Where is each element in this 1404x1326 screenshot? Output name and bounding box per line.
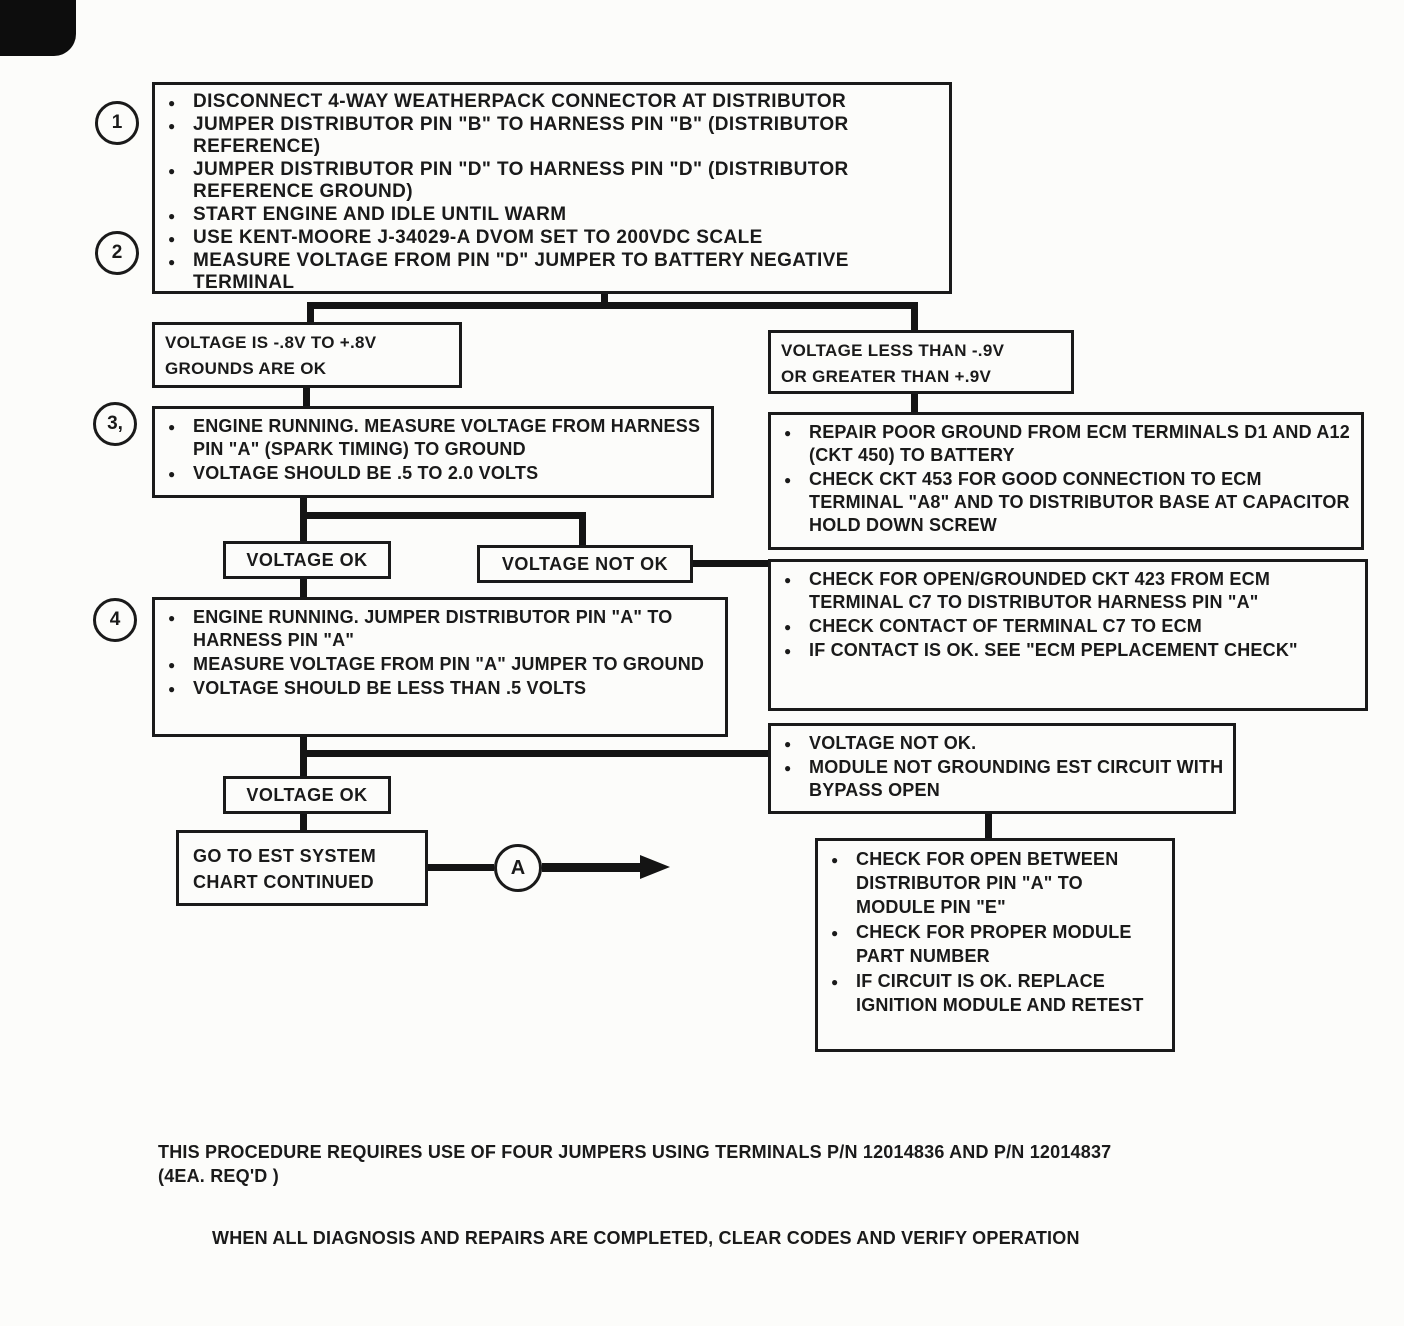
connector-line [300,814,307,830]
step-circle-label: 3, [107,413,123,434]
connector-line [300,512,586,519]
bullet-list [771,562,1365,667]
step-circle-3 [93,402,137,446]
bullet-item: ● MODULE NOT GROUNDING EST CIRCUIT WITH BYPASS OPEN [783,756,1225,802]
text-line: CHART CONTINUED [193,872,374,892]
connector-line [300,750,768,757]
bullet-item: ● JUMPER DISTRIBUTOR PIN "B" TO HARNESS PIN "B" (DISTRIBUTOR REFERENCE) [167,114,941,158]
procedure-box [152,82,952,294]
bullet-item: ● MEASURE VOLTAGE FROM PIN "D" JUMPER TO BATTERY NEGATIVE TERMINAL [167,250,941,294]
step-circle-label: 1 [111,112,123,133]
bullet-list [771,726,1233,807]
bullet-item: ● DISCONNECT 4-WAY WEATHERPACK CONNECTOR AT DISTRIBUTOR [167,91,941,113]
footer-line: WHEN ALL DIAGNOSIS AND REPAIRS ARE COMPLETED, CLEAR CODES AND VERIFY OPERATION [212,1228,1080,1248]
bullet-item: ● VOLTAGE SHOULD BE LESS THAN .5 VOLTS [167,677,717,700]
bullet-item: ● JUMPER DISTRIBUTOR PIN "D" TO HARNESS PIN "D" (DISTRIBUTOR REFERENCE GROUND) [167,159,941,203]
bullet-item: ● IF CONTACT IS OK. SEE "ECM PEPLACEMENT CHECK" [783,639,1357,662]
bullet-item: ● USE KENT-MOORE J-34029-A DVOM SET TO 200VDC SCALE [167,227,941,249]
pill-label: VOLTAGE OK [246,549,368,570]
step-circle-4 [93,598,137,642]
bullet-item: ● REPAIR POOR GROUND FROM ECM TERMINALS D1 AND A12 (CKT 450) TO BATTERY [783,421,1353,467]
voltage-ok-box-1 [223,541,391,579]
bullet-item: ● CHECK FOR OPEN BETWEEN DISTRIBUTOR PIN "A" TO MODULE PIN "E" [830,847,1164,919]
bullet-item: ● START ENGINE AND IDLE UNTIL WARM [167,204,941,226]
text-line: GO TO EST SYSTEM [193,846,377,866]
footer-line: THIS PROCEDURE REQUIRES USE OF FOUR JUMPERS USING TERMINALS P/N 12014836 AND P/N 12014837 [158,1142,1112,1162]
pill-label: VOLTAGE OK [246,784,368,805]
step-circle-label: 2 [111,242,123,263]
connector-line [542,863,642,872]
offpage-connector-a [494,844,542,892]
footer-line: (4EA. REQ'D ) [158,1166,279,1186]
bullet-item: ● ENGINE RUNNING. JUMPER DISTRIBUTOR PIN "A" TO HARNESS PIN "A" [167,606,717,652]
footer-note-verify [212,1226,1080,1250]
step-circle-2 [95,231,139,275]
bullet-item: ● ENGINE RUNNING. MEASURE VOLTAGE FROM HARNESS PIN "A" (SPARK TIMING) TO GROUND [167,415,703,461]
pill-label: VOLTAGE NOT OK [501,553,669,574]
offpage-connector-label: A [510,856,526,879]
connector-line [911,302,918,330]
bullet-item: ● VOLTAGE SHOULD BE .5 TO 2.0 VOLTS [167,462,703,485]
bullet-item: ● CHECK CONTACT OF TERMINAL C7 TO ECM [783,615,1357,638]
text-line: GROUNDS ARE OK [165,359,327,378]
connector-line [307,302,918,309]
bullet-item: ● VOLTAGE NOT OK. [783,732,1225,755]
module-not-grounding-box [768,723,1236,814]
connector-line [303,388,310,406]
voltage-not-ok-box [477,545,693,583]
connector-line [985,814,992,838]
spark-timing-check-box [152,406,714,498]
bullet-list [818,841,1172,1022]
connector-line [307,302,314,322]
connector-line [428,864,494,871]
scan-artifact [0,0,76,56]
bullet-item: ● CHECK FOR PROPER MODULE PART NUMBER [830,920,1164,968]
connector-line [300,498,307,541]
procedure-bullet-list [155,85,949,299]
bullet-list [155,409,711,490]
step-circle-label: 4 [109,609,121,630]
jumper-pin-a-box [152,597,728,737]
voltage-ok-box-2 [223,776,391,814]
bullet-item: ● CHECK FOR OPEN/GROUNDED CKT 423 FROM ECM TERMINAL C7 TO DISTRIBUTOR HARNESS PIN "A" [783,568,1357,614]
decision-voltage-out-of-range-box [768,330,1074,394]
step-circle-1 [95,101,139,145]
connector-line [300,579,307,597]
repair-ground-box [768,412,1364,550]
footer-note-jumpers [158,1140,1111,1188]
connector-line [911,394,918,412]
bullet-list [771,415,1361,542]
text-line: VOLTAGE IS -.8V TO +.8V [165,333,377,352]
bullet-item: ● IF CIRCUIT IS OK. REPLACE IGNITION MODULE AND RETEST [830,969,1164,1017]
module-check-box [815,838,1175,1052]
decision-voltage-in-range-box [152,322,462,388]
goto-est-chart-box [176,830,428,906]
bullet-item: ● MEASURE VOLTAGE FROM PIN "A" JUMPER TO GROUND [167,653,717,676]
bullet-item: ● CHECK CKT 453 FOR GOOD CONNECTION TO ECM TERMINAL "A8" AND TO DISTRIBUTOR BASE AT CAPACITOR HOLD DOWN SCREW [783,468,1353,537]
flow-arrowhead [640,855,670,879]
text-line: OR GREATER THAN +.9V [781,367,992,386]
text-line: VOLTAGE LESS THAN -.9V [781,341,1005,360]
connector-line [579,512,586,545]
ckt-423-check-box [768,559,1368,711]
connector-line [693,560,768,567]
bullet-list [155,600,725,705]
